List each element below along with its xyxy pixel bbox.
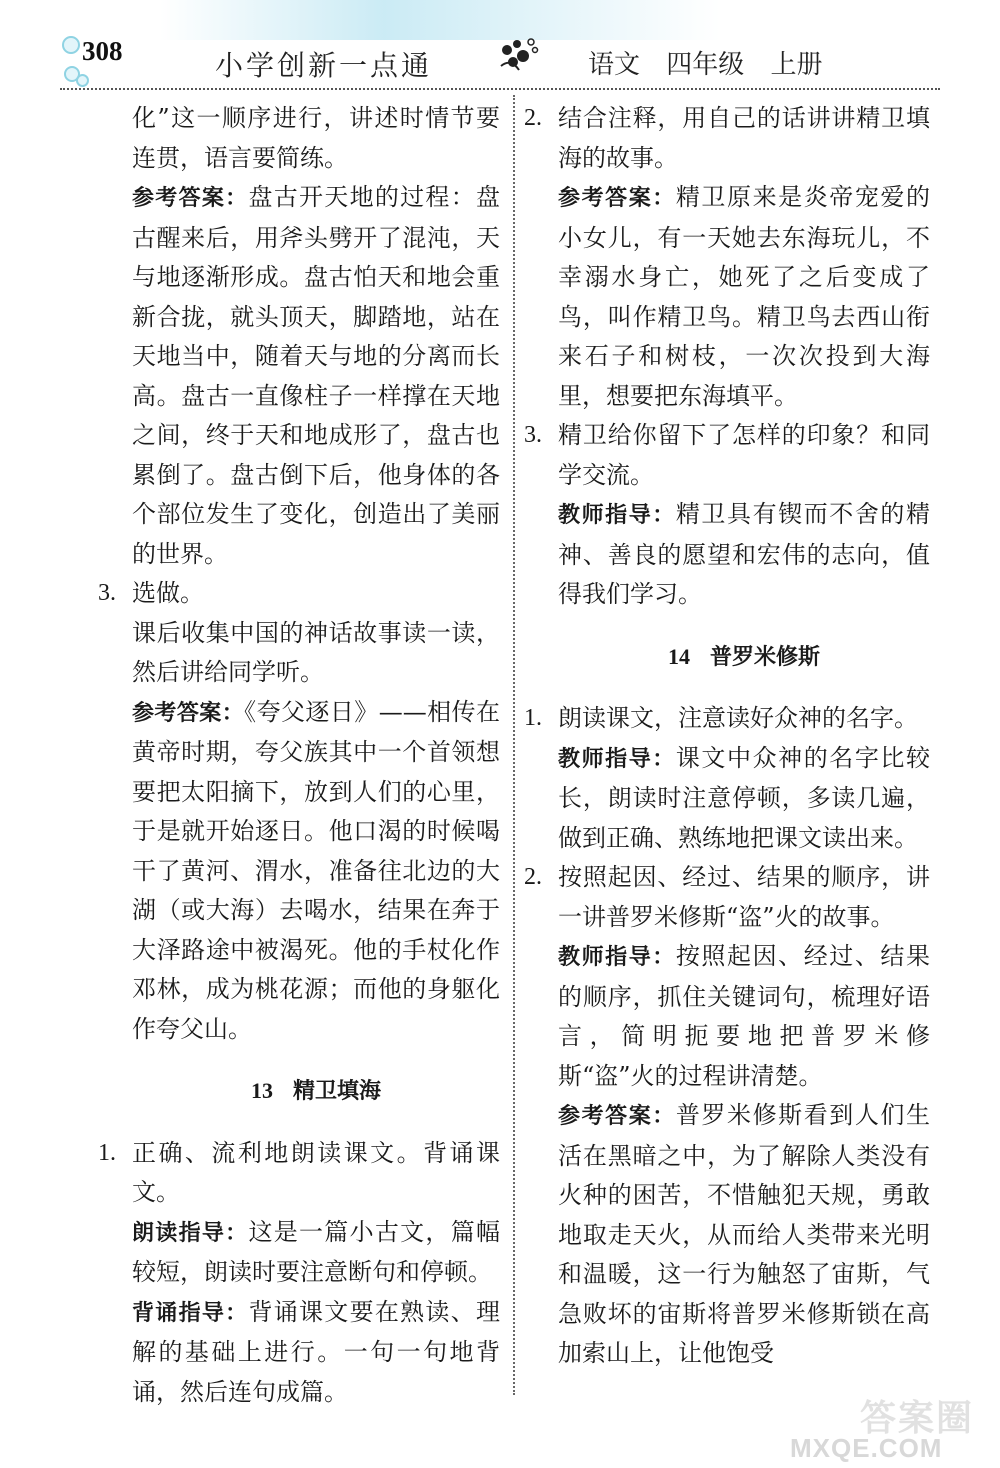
answer-block <box>132 178 500 574</box>
question-item <box>524 416 930 495</box>
guide-label: 背诵指导： <box>132 1300 249 1326</box>
column-divider <box>513 95 515 1395</box>
answer-label: 参考答案： <box>132 186 249 211</box>
header-decoration <box>160 0 720 40</box>
watermark <box>790 1398 990 1464</box>
section-title: 精卫填海 <box>292 1079 381 1104</box>
guide-text: 背诵课文要在熟读、理解的基础上进行。一句一句地背诵，然后连句成篇。 <box>132 1297 500 1406</box>
subject-grade: 语文 四年级 上册 <box>588 50 823 80</box>
guide-text: 按照起因、经过、结果的顺序，抓住关键词句，梳理好语言，简明扼要地把普罗米修斯“盗”火的过程讲清楚。 <box>558 942 930 1090</box>
right-column <box>524 99 930 1374</box>
guide-label: 教师指导： <box>558 945 676 970</box>
guide-text: 课文中众神的名字比较长，朗读时注意停顿，多读几遍，做到正确、熟练地把课文读出来。 <box>558 743 930 852</box>
question-item <box>98 1134 500 1213</box>
guide-block <box>558 495 930 615</box>
answer-text: 盘古开天地的过程：盘古醒来后，用斧头劈开了混沌，天与地逐渐形成。盘古怕天和地会重新合拢，就头顶天，脚踏地，站在天地当中，随着天与地的分离而长高。盘古一直像柱子一样撑在天地之间，终于天和地成形了，盘古也累倒了。盘古倒下后，他身体的各个部位发生了变化，创造出了美丽的世界。 <box>132 183 500 568</box>
guide-text: 这是一篇小古文，篇幅较短，朗读时要注意断句和停顿。 <box>132 1217 500 1286</box>
answer-text: 精卫原来是炎帝宠爱的小女儿，有一天她去东海玩儿，不幸溺水身亡，她死了之后变成了鸟，叫作精卫鸟。精卫鸟去西山衔来石子和树枝，一次次投到大海里，想要把东海填平。 <box>558 183 930 410</box>
question-text: 按照起因、经过、结果的顺序，讲一讲普罗米修斯“盗”火的故事。 <box>558 863 930 931</box>
answer-label: 参考答案： <box>132 700 245 726</box>
watermark-site: MXQE.COM <box>790 1433 943 1463</box>
answer-label: 参考答案： <box>558 1104 676 1129</box>
question-number: 3. <box>98 580 116 606</box>
answer-block <box>132 693 500 1050</box>
question-number: 2. <box>524 105 542 131</box>
section-number: 14 <box>667 643 690 669</box>
guide-block <box>132 1213 500 1293</box>
intro-continuation: 化”这一顺序进行，讲述时情节要连贯，语言要简练。 <box>132 104 500 172</box>
question-text: 结合注释，用自己的话讲讲精卫填海的故事。 <box>558 104 930 172</box>
section-heading <box>558 637 930 678</box>
question-number: 1. <box>524 705 542 731</box>
section-number: 13 <box>250 1078 273 1103</box>
question-item <box>524 99 930 178</box>
question-text: 朗读课文，注意读好众神的名字。 <box>558 704 918 732</box>
answer-block <box>558 1096 930 1374</box>
guide-text: 精卫具有锲而不舍的精神、善良的愿望和宏伟的志向，值得我们学习。 <box>558 500 930 608</box>
guide-block <box>558 937 930 1096</box>
watermark-logo: 答案圈 <box>860 1398 975 1439</box>
question-item <box>98 574 500 614</box>
answer-block <box>558 178 930 416</box>
flower-icon <box>493 30 543 80</box>
answer-text: 《夸父逐日》——相传在黄帝时期，夸父族其中一个首领想要把太阳摘下，放到人们的心里，于是就开始逐日。他口渴的时候喝干了黄河、渭水，准备往北边的大湖（或大海）去喝水，结果在奔于大泽路途中被渴死。他的手杖化作邓林，成为桃花源；而他的身躯化作夸父山。 <box>132 697 500 1043</box>
answer-label: 参考答案： <box>558 186 676 211</box>
question-text: 选做。 <box>132 579 204 607</box>
answer-text: 普罗米修斯看到人们生活在黑暗之中，为了解除人类没有火种的困苦，不惜触犯天规，勇敢地取走天火，从而给人类带来光明和温暖，这一行为触怒了宙斯，气急败坏的宙斯将普罗米修斯锁在高加索山上，让他饱受 <box>558 1101 930 1367</box>
question-text: 精卫给你留下了怎样的印象？和同学交流。 <box>558 421 930 489</box>
task-text: 课后收集中国的神话故事读一读，然后讲给同学听。 <box>132 618 500 686</box>
section-heading <box>132 1071 500 1112</box>
guide-label: 教师指导： <box>558 503 676 528</box>
guide-block <box>558 739 930 859</box>
section-title: 普罗米修斯 <box>709 644 820 670</box>
question-number: 3. <box>524 422 542 448</box>
guide-label: 教师指导： <box>558 746 676 772</box>
guide-block <box>132 1293 500 1413</box>
question-text: 正确、流利地朗读课文。背诵课文。 <box>132 1138 500 1206</box>
book-title: 小学创新一点通 <box>215 49 433 82</box>
page-number: 308 <box>82 36 123 66</box>
question-item <box>524 699 930 739</box>
left-column <box>98 99 500 1412</box>
header-rule <box>60 88 940 90</box>
guide-label: 朗读指导： <box>132 1220 249 1246</box>
question-item <box>524 858 930 937</box>
page-header <box>0 0 1000 95</box>
question-number: 1. <box>98 1139 116 1166</box>
question-number: 2. <box>524 864 542 890</box>
